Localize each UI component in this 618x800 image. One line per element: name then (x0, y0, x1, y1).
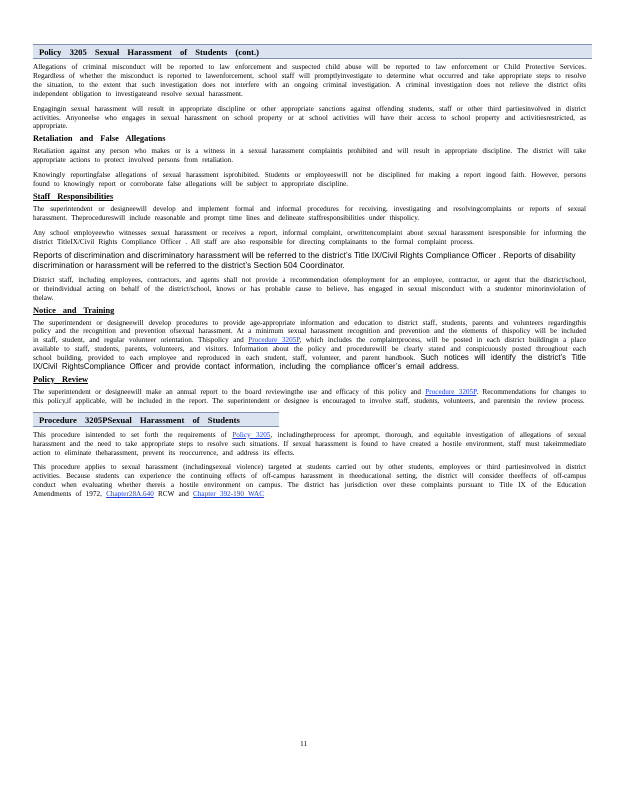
paragraph-procedure-scope: This procedure applies to sexual harassment (includingsexual violence) targeted at students carried out by other students, employees or third partiesinvolved in district activities. Because students can experience the continuing effects of off-campus harassment in theeducational setting, the district will consider theeffects of off-campus conduct when evaluating whether thereis a hostile environment on campus. The district has jurisdiction over these complaints pursuant to Title IX of the Education Amendments of 1972, Chapter28A.640 RCW and Chapter 392-190 WAC (33, 463, 586, 499)
chapter-28a640-link[interactable]: Chapter28A.640 (106, 490, 154, 499)
paragraph-recommendation: District staff, including employees, contractors, and agents shall not provide a recommendation ofemployment for an employee, contractor, or agent that the district/school, or theindividual acting on behalf of the district/school, knows or has probable cause to believe, has engaged in sexual misconduct with a studentor minorinviolation of thelaw. (33, 275, 586, 302)
procedure-3205p-review-link[interactable]: Procedure 3205P (425, 387, 477, 396)
heading-policy-review: Policy Review (33, 374, 89, 384)
paragraph-review: The superintendent or designeewill make an annual report to the board reviewingthe use and efficacy of this policy and Procedure 3205P. Recommendations for changes to this policy,if applicable, will be included in the report. The superintendent or designee is encouraged to involve staff, students, volunteers, and parentsin the review process. (33, 387, 586, 405)
policy-3205-link[interactable]: Policy 3205 (232, 430, 271, 439)
paragraph-procedure-intent: This procedure isintended to set forth the requirements of Policy 3205, includingtheprocess for aprompt, thorough, and equitable investigation of allegations of sexual harassment and the need to take appropriate steps to resolve such situations. If sexual harassment is found to have created a hostile environment, staff must takeimmediate action to eliminate theharassment, prevent its reoccurrence, and address its effects. (33, 430, 586, 457)
paragraph-employee-reporting: Any school employeewho witnesses sexual harassment or receives a report, informal complaint, orwrittencomplaint about sexual harassment isresponsible for informing the district TitleIX/Civil Rights Compliance Officer . All staff are also responsible for directing complainants to the formal complaint process. (33, 228, 586, 246)
paragraph-referral: Reports of discrimination and discriminatory harassment will be referred to the district’s Title IX/Civil Rights Compliance Officer . Reports of disability discrimination or harassment will be referred to the district’s Section 504 Coordinator. (33, 250, 576, 271)
procedure-header-bar: Procedure 3205PSexual Harassment of Students (33, 412, 279, 427)
procedure-3205p-link[interactable]: Procedure 3205P (248, 336, 300, 345)
paragraph-criminal-misconduct: Allegations of criminal misconduct will be reported to law enforcement and suspected child abuse will be reported to law enforcement or Child Protective Services. Regardless of whether the misconduct is reported to lawenforcement, school staff will promptlyinvestigate to determine what occurred and take appropriate steps to resolve the situation, to the extent that such investigation does not interfere with an ongoing criminal investigation. A criminal investigation does not relieve the district ofits independent obligation to investigateand resolve sexual harassment. (33, 63, 586, 98)
chapter-392-190-wac-link[interactable]: Chapter 392-190 WAC (193, 490, 264, 499)
paragraph-retaliation: Retaliation against any person who makes or is a witness in a sexual harassment complaintis prohibited and will result in appropriate discipline. The district will take appropriate actions to protect involved persons from retaliation. (33, 147, 586, 165)
heading-notice-training: Notice and Training (33, 305, 115, 315)
policy-header-bar: Policy 3205 Sexual Harassment of Students (cont.) (33, 44, 592, 59)
page-number: 11 (300, 739, 308, 748)
document-page (33, 44, 586, 499)
paragraph-procedures: The superintendent or designeewill develop and implement formal and informal procedures for receiving, investigating and resolvingcomplaints or reports of sexual harassment. Theprocedureswill include reasonable and prompt time lines and delineate staffresponsibilities under thispolicy. (33, 204, 586, 222)
paragraph-discipline: Engagingin sexual harassment will result in appropriate discipline or other appropriate sanctions against offending students, staff or other third partiesinvolved in district activities. Anyoneelse who engages in sexual harassment on school property or at school activities will have their access to school property and activitiesrestricted, as appropriate. (33, 104, 586, 131)
paragraph-notice: The superintendent or designeewill develop procedures to provide age-appropriate information and education to district staff, students, parents and volunteers regardingthis policy and the recognition and prevention ofsexual harassment. At a minimum sexual harassment recognition and prevention and the elements of thispolicy will be included in staff, student, and regular volunteer orientation. Thispolicy and Procedure 3205P, which includes the complaintprocess, will be posted in each district buildingin a place available to staff, students, parents, volunteers, and visitors. Information about the policy and procedurewill be clearly stated and conspicuously posted throughout each school building, provided to each employee and reproduced in each student, staff, volunteer, and parent handbook. Such notices will identify the district’s Title IX/Civil RightsCompliance Officer and provide contact information, including the compliance officer’s email address. (33, 318, 586, 372)
heading-retaliation: Retaliation and False Allegations (33, 134, 166, 144)
paragraph-false-allegations: Knowingly reportingfalse allegations of sexual harassment isprohibited. Students or employeeswill not be disciplined for making a report ingood faith. However, persons found to knowingly report or corroborate false allegations will be subject to appropriate discipline. (33, 171, 586, 189)
heading-staff-responsibilities: Staff Responsibilities (33, 191, 114, 201)
